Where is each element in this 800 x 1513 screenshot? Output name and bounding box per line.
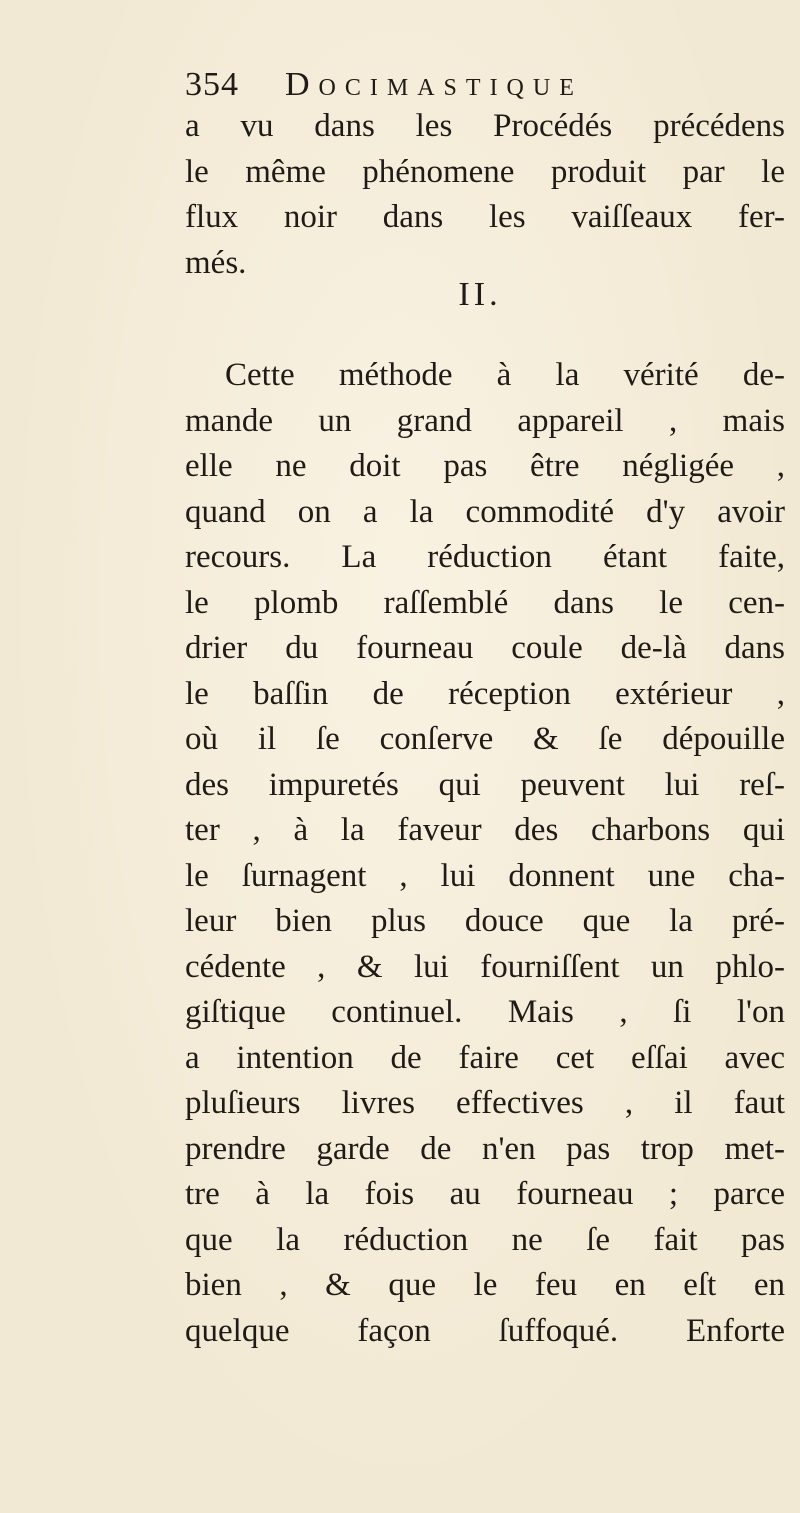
text-line: quand on a la commodité d'y avoir <box>185 493 785 530</box>
text-line: pluſieurs livres effectives , il faut <box>185 1085 785 1121</box>
text-line: des impuretés qui peuvent lui reſ- <box>185 766 785 803</box>
text-line: le même phénomene produit par le <box>185 153 785 190</box>
text-line: le ſurnagent , lui donnent une cha- <box>185 857 785 894</box>
text-line: recours. La réduction étant faite, <box>185 539 785 575</box>
text-line: cédente , & lui fourniſſent un phlo- <box>185 948 785 985</box>
text-line: mande un grand appareil , mais <box>185 402 785 439</box>
paragraph-top <box>185 104 785 286</box>
section-number: II. <box>458 276 502 313</box>
text-line: Cette méthode à la vérité de- <box>225 357 785 393</box>
text-line: a vu dans les Procédés précédens <box>185 108 785 144</box>
text-line: elle ne doit pas être négligée , <box>185 448 785 484</box>
text-line: a intention de faire cet eſſai avec <box>185 1039 785 1076</box>
running-title: Docimastique <box>285 66 583 103</box>
text-line: bien , & que le feu en eſt en <box>185 1267 785 1303</box>
text-line: drier du fourneau coule de-là dans <box>185 630 785 666</box>
text-line: où il ſe conſerve & ſe dépouille <box>185 721 785 757</box>
text-line: quelque façon ſuffoqué. Enforte <box>185 1312 785 1349</box>
text-line: le baſſin de réception extérieur , <box>185 675 785 712</box>
text-line: tre à la fois au fourneau ; parce <box>185 1176 785 1212</box>
text-line: leur bien plus douce que la pré- <box>185 903 785 939</box>
text-line: que la réduction ne ſe fait pas <box>185 1221 785 1258</box>
text-line: més. <box>185 244 247 281</box>
page-number: 354 <box>185 66 239 103</box>
paragraph-main <box>185 353 785 1354</box>
text-line: ter , à la faveur des charbons qui <box>185 812 785 848</box>
text-line: flux noir dans les vaiſſeaux fer- <box>185 199 785 235</box>
text-line: le plomb raſſemblé dans le cen- <box>185 584 785 621</box>
text-line: giſtique continuel. Mais , ſi l'on <box>185 994 785 1030</box>
page-header <box>185 62 705 108</box>
text-line: prendre garde de n'en pas trop met- <box>185 1130 785 1167</box>
